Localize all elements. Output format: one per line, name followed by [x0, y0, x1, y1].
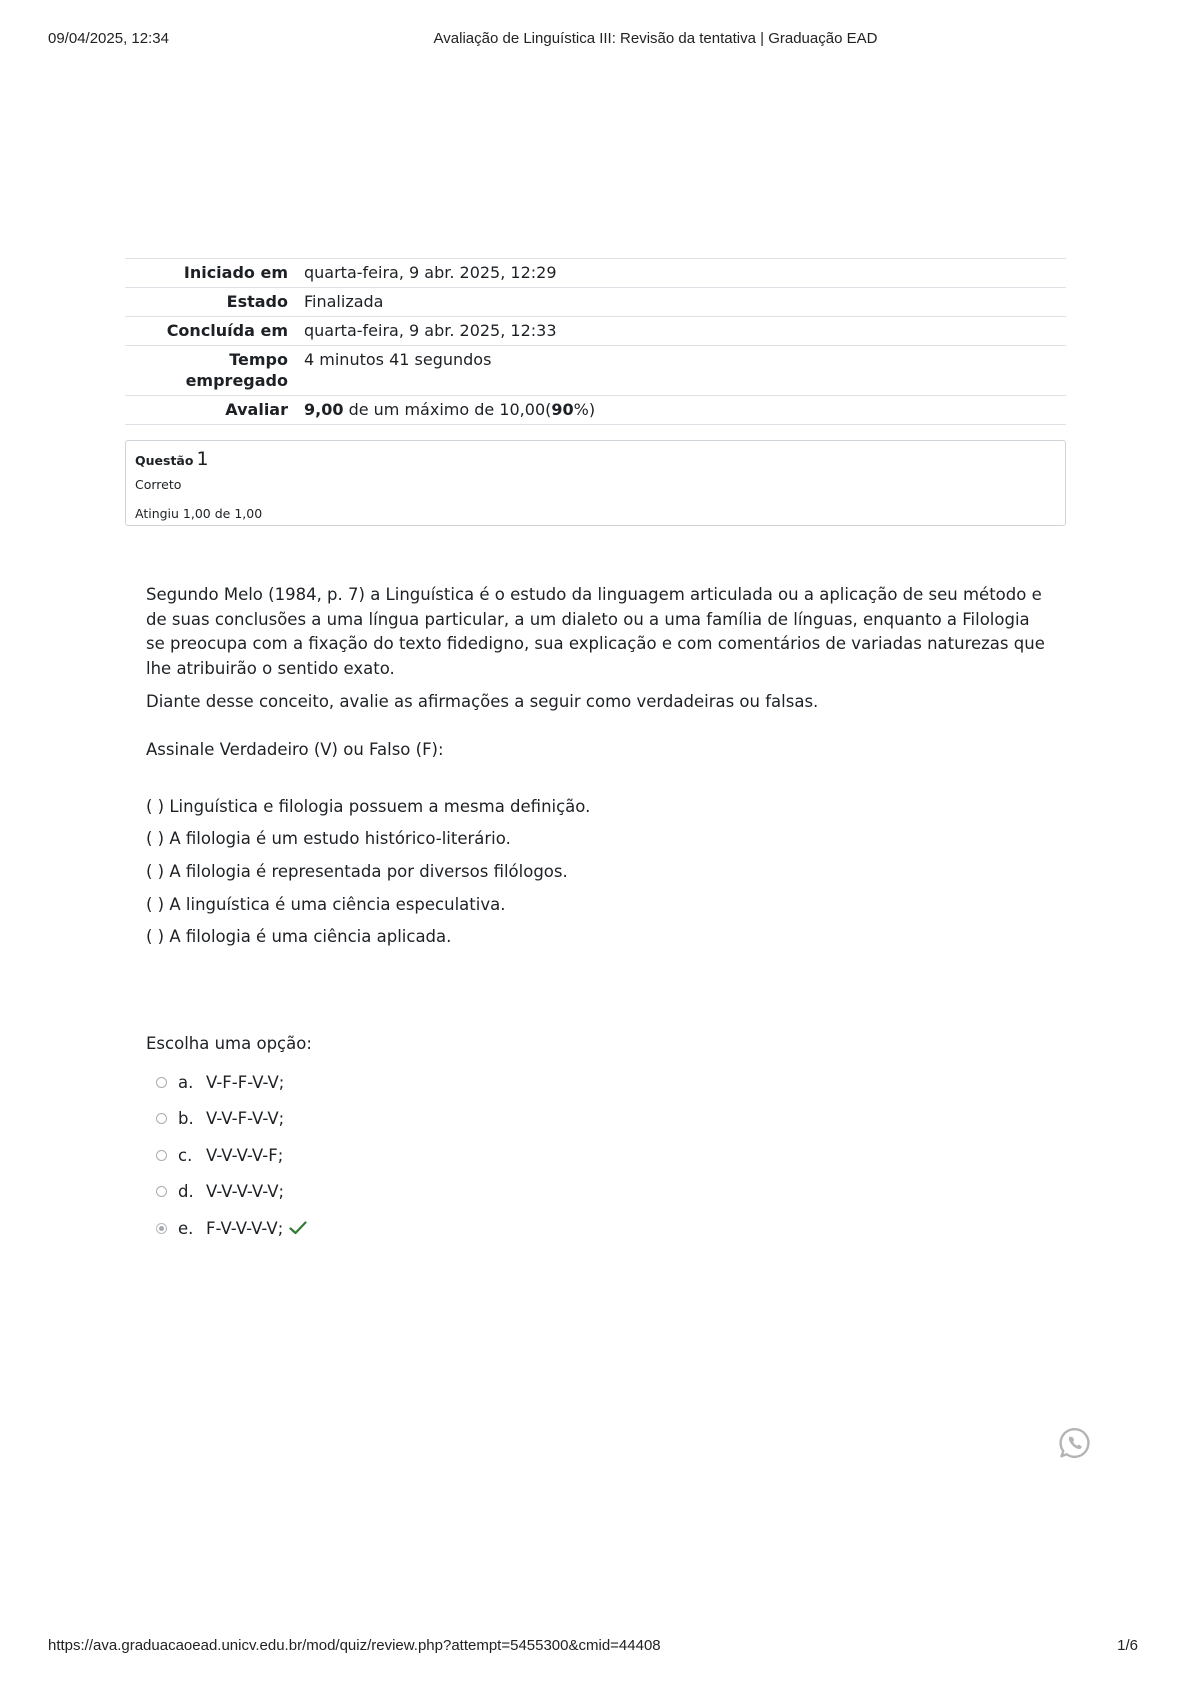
summary-value: 4 minutos 41 segundos: [304, 350, 492, 369]
print-datetime: 09/04/2025, 12:34: [48, 30, 169, 47]
print-page-title: Avaliação de Linguística III: Revisão da tentativa | Graduação EAD: [433, 30, 878, 47]
statement-item: ( ) Linguística e filologia possuem a mesma definição.: [146, 797, 591, 816]
answer-option-d[interactable]: [156, 1179, 284, 1203]
statement-item: ( ) A filologia é uma ciência aplicada.: [146, 927, 452, 946]
summary-value: quarta-feira, 9 abr. 2025, 12:29: [304, 263, 557, 282]
summary-row-started: [125, 259, 1066, 288]
radio-button[interactable]: [156, 1186, 167, 1197]
summary-label: Estado: [226, 292, 288, 311]
question-label: Questão: [135, 453, 194, 468]
print-header: [48, 30, 1143, 52]
grade-percent-suffix: %): [573, 400, 596, 419]
answer-option-c[interactable]: [156, 1143, 283, 1167]
grade-percent: 90: [551, 400, 574, 419]
statement-item: ( ) A filologia é um estudo histórico-literário.: [146, 829, 511, 848]
print-footer: [48, 1637, 1143, 1659]
option-text: V-V-V-V-F;: [206, 1145, 284, 1165]
summary-row-state: [125, 288, 1066, 317]
radio-button[interactable]: [156, 1077, 167, 1088]
option-letter: e.: [178, 1218, 194, 1238]
attempt-summary-table: [125, 258, 1066, 425]
summary-label: Avaliar: [225, 400, 288, 419]
option-letter: c.: [178, 1145, 193, 1165]
print-url: https://ava.graduacaoead.unicv.edu.br/mod/quiz/review.php?attempt=5455300&cmid=44408: [48, 1637, 661, 1654]
whatsapp-icon[interactable]: [1058, 1426, 1092, 1460]
option-text: V-V-V-V-V;: [206, 1181, 285, 1201]
question-info-box: [125, 440, 1066, 526]
option-letter: a.: [178, 1072, 194, 1092]
print-page-number: 1/6: [1117, 1637, 1138, 1654]
answer-option-b[interactable]: [156, 1106, 284, 1130]
question-grade: Atingiu 1,00 de 1,00: [135, 506, 263, 521]
radio-button-checked[interactable]: [156, 1223, 167, 1234]
question-assinale: Assinale Verdadeiro (V) ou Falso (F):: [146, 740, 444, 759]
radio-button[interactable]: [156, 1113, 167, 1124]
summary-row-completed: [125, 317, 1066, 346]
answer-option-e[interactable]: [156, 1216, 307, 1240]
summary-label: Concluída em: [166, 321, 288, 340]
answer-option-a[interactable]: [156, 1070, 284, 1094]
option-text: F-V-V-V-V;: [206, 1218, 284, 1238]
statement-item: ( ) A filologia é representada por diversos filólogos.: [146, 862, 568, 881]
question-number-value: 1: [196, 448, 209, 470]
option-text: V-V-F-V-V;: [206, 1108, 285, 1128]
question-state: Correto: [135, 477, 182, 492]
question-instruction: Diante desse conceito, avalie as afirmações a seguir como verdadeiras ou falsas.: [146, 692, 819, 711]
summary-row-grade: [125, 396, 1066, 425]
grade-score: 9,00: [304, 400, 344, 419]
summary-value: quarta-feira, 9 abr. 2025, 12:33: [304, 321, 557, 340]
summary-value: Finalizada: [304, 292, 384, 311]
question-paragraph: Segundo Melo (1984, p. 7) a Linguística é o estudo da linguagem articulada ou a aplicação de seu método e de suas conclusões a uma língua particular, a um dialeto ou a uma família de línguas, enquanto a Filologia se preocupa com a fixação do texto fidedigno, sua explicação e com comentários de variadas naturezas que lhe atribuirão o sentido exato.: [146, 585, 1045, 678]
grade-max-text: de um máximo de 10,00(: [343, 400, 552, 419]
summary-value: [304, 396, 1066, 425]
option-text: V-F-F-V-V;: [206, 1072, 285, 1092]
question-text: [146, 583, 1046, 759]
option-letter: b.: [178, 1108, 194, 1128]
correct-check-icon: [289, 1221, 307, 1235]
statement-item: ( ) A linguística é uma ciência especulativa.: [146, 895, 506, 914]
question-number: [135, 448, 209, 470]
answer-prompt: Escolha uma opção:: [146, 1034, 312, 1053]
summary-label: Iniciado em: [183, 263, 288, 282]
option-letter: d.: [178, 1181, 194, 1201]
radio-button[interactable]: [156, 1150, 167, 1161]
summary-label: Tempo empregado: [185, 350, 288, 390]
summary-row-time-taken: [125, 346, 1066, 396]
